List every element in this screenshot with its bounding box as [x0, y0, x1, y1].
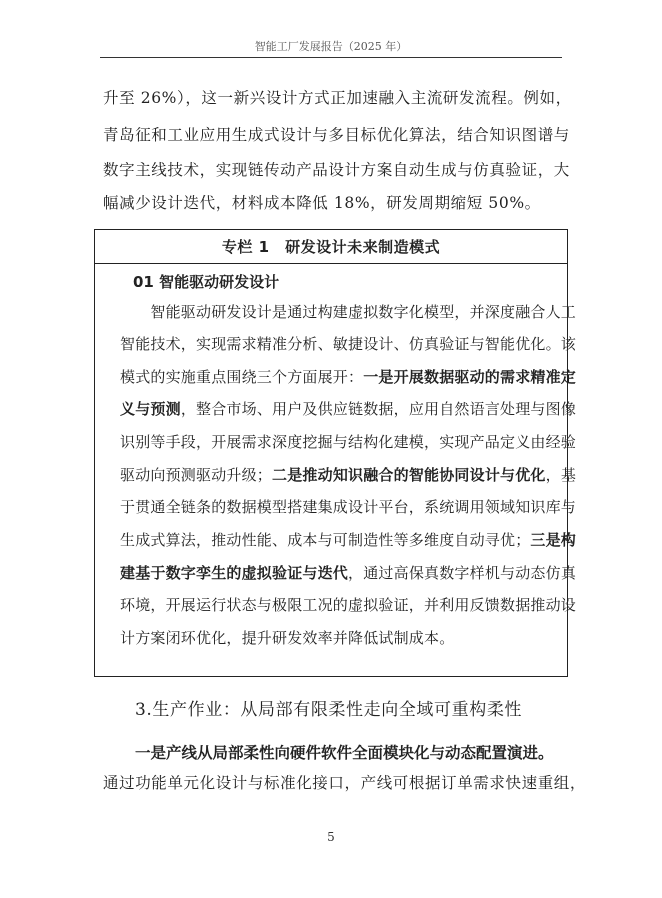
- box-line-text: 生成式算法，推动性能、成本与可制造性等多维度自动寻优；: [120, 531, 531, 549]
- intro-line-4: 幅减少设计迭代，材料成本降低 18%，研发周期缩短 50%。: [103, 194, 541, 212]
- box-line: [120, 432, 577, 452]
- header-rule: [100, 57, 562, 58]
- box-line-text: 计方案闭环优化，提升研发效率并降低试制成本。: [120, 629, 455, 647]
- box-line-text: ，通过高保真数字样机与动态仿真: [348, 564, 577, 582]
- box-line-bold-text: 义与预测: [120, 400, 181, 418]
- box-line: [120, 628, 543, 648]
- section-heading: 3.生产作业：从局部有限柔性走向全域可重构柔性: [135, 700, 523, 720]
- box-line-bold-text: 二是推动知识融合的智能协同设计与优化: [272, 466, 546, 484]
- intro-line-1: 升至 26%），这一新兴设计方式正加速融入主流研发流程。例如，: [103, 89, 572, 107]
- box-line-bold-text: 建基于数字孪生的虚拟验证与迭代: [120, 564, 349, 582]
- box-title: 专栏 1 研发设计未来制造模式: [221, 238, 441, 256]
- box-line: [120, 530, 577, 550]
- continuation-line: 通过功能单元化设计与标准化接口，产线可根据订单需求快速重组，: [103, 774, 587, 792]
- box-line: [120, 399, 577, 419]
- box-line: [120, 302, 577, 322]
- box-line-text: 环境，开展运行状态与极限工况的虚拟验证，并利用反馈数据推动设: [120, 596, 577, 614]
- box-line: [120, 563, 577, 583]
- bold-lead-line: 一是产线从局部柔性向硬件软件全面模块化与动态配置演进。: [135, 744, 554, 762]
- box-line-text: 智能驱动研发设计是通过构建虚拟数字化模型，并深度融合人工: [120, 303, 577, 321]
- box-line-text: 智能技术，实现需求精准分析、敏捷设计、仿真验证与智能优化。该: [120, 335, 577, 353]
- running-header: 智能工厂发展报告（2025 年）: [254, 40, 408, 53]
- box-line-text: ，整合市场、用户及供应链数据，应用自然语言处理与图像: [180, 400, 577, 418]
- intro-line-3: 数字主线技术，实现链传动产品设计方案自动生成与仿真验证，大: [103, 161, 570, 179]
- box-line-text: 模式的实施重点围绕三个方面展开：: [120, 368, 364, 386]
- intro-line-2: 青岛征和工业应用生成式设计与多目标优化算法，结合知识图谱与: [103, 126, 570, 144]
- box-line-text: 驱动向预测驱动升级；: [120, 466, 273, 484]
- page-number: 5: [327, 830, 335, 844]
- box-line-text: 识别等手段，开展需求深度挖掘与结构化建模，实现产品定义由经验: [120, 433, 577, 451]
- sidebar-box: [94, 229, 577, 677]
- box-subtitle: 01 智能驱动研发设计: [133, 273, 280, 291]
- box-line: [120, 367, 577, 387]
- box-line-text: 于贯通全链条的数据模型搭建集成设计平台，系统调用领域知识库与: [120, 498, 577, 516]
- box-line-bold-text: 一是开展数据驱动的需求精准定: [363, 368, 577, 386]
- box-line: [120, 465, 577, 485]
- box-line-bold-text: 三是构: [530, 531, 577, 549]
- box-line: [120, 497, 577, 517]
- box-line: [120, 334, 577, 354]
- box-line: [120, 595, 577, 615]
- box-title-rule: [95, 263, 567, 264]
- box-line-text: ，基: [545, 466, 577, 484]
